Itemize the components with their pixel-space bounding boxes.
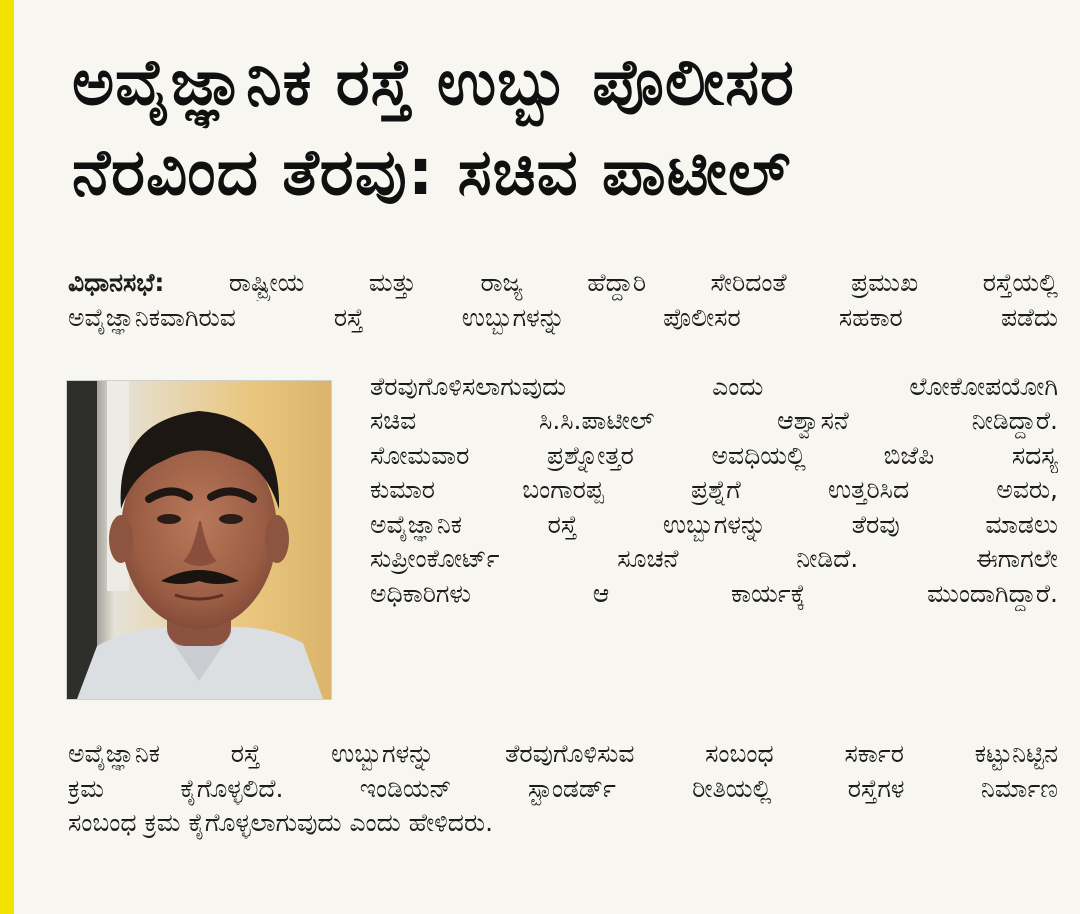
dateline: ವಿಧಾನಸಭೆ:	[68, 268, 165, 297]
article-line-3: ತೆರವುಗೊಳಿಸಲಾಗುವುದು ಎಂದು ಲೋಕೋಪಯೋಗಿ	[370, 371, 1058, 401]
article-line-10: ಅವೈಜ್ಞಾನಿಕ ರಸ್ತೆ ಉಬ್ಬುಗಳನ್ನು ತೆರವುಗೊಳಿಸುವ ಸಂಬಂಧ ಸರ್ಕಾರ ಕಟ್ಟುನಿಟ್ಟಿನ	[68, 739, 1058, 768]
article-line-6: ಕುಮಾರ ಬಂಗಾರಪ್ಪ ಪ್ರಶ್ನೆಗೆ ಉತ್ತರಿಸಿದ ಅವರು,	[370, 475, 1058, 504]
newspaper-clipping	[14, 0, 1080, 914]
article-line-5: ಸೋಮವಾರ ಪ್ರಶ್ನೋತ್ತರ ಅವಧಿಯಲ್ಲಿ ಬಿಜೆಪಿ ಸದಸ್ಯ	[370, 440, 1058, 470]
article-line-4: ಸಚಿವ ಸಿ.ಸಿ.ಪಾಟೀಲ್ ಆಶ್ವಾಸನೆ ನೀಡಿದ್ದಾರೆ.	[370, 406, 1058, 435]
left-edge-accent-bar	[0, 0, 14, 914]
article-column	[370, 335, 1058, 611]
article-lead	[68, 266, 1058, 335]
article-line-9: ಅಧಿಕಾರಿಗಳು ಆ ಕಾರ್ಯಕ್ಕೆ ಮುಂದಾಗಿದ್ದಾರೆ.	[370, 578, 1058, 608]
article-line-7: ಅವೈಜ್ಞಾನಿಕ ರಸ್ತೆ ಉಬ್ಬುಗಳನ್ನು ತೆರವು ಮಾಡಲು	[370, 509, 1058, 539]
headline-line-1: ಅವೈಜ್ಞಾನಿಕ ರಸ್ತೆ ಉಬ್ಬು ಪೊಲೀಸರ	[72, 46, 795, 120]
headline-line-2: ನೆರವಿಂದ ತೆರವು: ಸಚಿವ ಪಾಟೀಲ್	[72, 136, 792, 210]
article-line-12: ಸಂಬಂಧ ಕ್ರಮ ಕೈಗೊಳ್ಳಲಾಗುವುದು ಎಂದು ಹೇಳಿದರು.	[68, 808, 494, 837]
article-line-8: ಸುಪ್ರೀಂಕೋರ್ಟ್ ಸೂಚನೆ ನೀಡಿದೆ. ಈಗಾಗಲೇ	[370, 544, 1058, 573]
article-line-2: ಅವೈಜ್ಞಾನಿಕವಾಗಿರುವ ರಸ್ತೆ ಉಬ್ಬುಗಳನ್ನು ಪೊಲೀಸರ ಸಹಕಾರ ಪಡೆದು	[68, 302, 1058, 332]
article-line-1	[68, 266, 1058, 301]
article-line-1-text: ರಾಷ್ಟ್ರೀಯ ಮತ್ತು ರಾಜ್ಯ ಹೆದ್ದಾರಿ ಸೇರಿದಂತೆ ಪ್ರಮುಖ ರಸ್ತೆಯಲ್ಲಿ	[228, 268, 1058, 297]
article-line-11: ಕ್ರಮ ಕೈಗೊಳ್ಳಲಿದೆ. ಇಂಡಿಯನ್ ಸ್ಟಾಂಡರ್ಡ್ ರೀತಿಯಲ್ಲಿ ರಸ್ತೆಗಳ ನಿರ್ಮಾಣ	[68, 773, 1058, 803]
headline	[72, 38, 1052, 218]
minister-photo	[66, 380, 332, 700]
article-tail	[68, 737, 1058, 841]
